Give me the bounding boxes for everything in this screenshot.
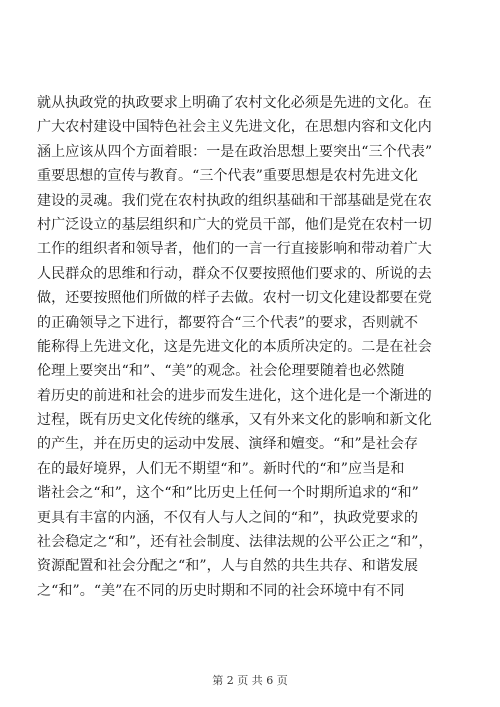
text-line: 资源配置和社会分配之“和”，人与自然的共生共存、和谐发展: [37, 558, 419, 575]
text-line: 做，还要按照他们所做的样子去做。农村一切文化建设都要在党: [37, 290, 432, 307]
text-line: 着历史的前进和社会的进步而发生进化，这个进化是一个渐进的: [37, 387, 432, 404]
text-line: 工作的组织者和领导者，他们的一言一行直接影响和带动着广大: [37, 241, 432, 258]
text-line: 的产生，并在历史的运动中发展、演绎和嬗变。“和”是社会存: [37, 436, 419, 453]
text-line: 在的最好境界，人们无不期望“和”。新时代的“和”应当是和: [37, 460, 405, 477]
text-line: 的正确领导之下进行，都要符合“三个代表”的要求，否则就不: [37, 314, 419, 331]
text-line: 建设的灵魂。我们党在农村执政的组织基础和干部基础是党在农: [37, 192, 432, 209]
body-text: [37, 91, 465, 603]
text-line: 村广泛设立的基层组织和广大的党员干部，他们是党在农村一切: [37, 216, 432, 233]
text-line: 更具有丰富的内涵，不仅有人与人之间的“和”，执政党要求的: [37, 509, 419, 526]
text-line: 社会稳定之“和”，还有社会制度、法律法规的公平公正之“和”，: [37, 534, 433, 551]
text-line: 过程，既有历史文化传统的继承，又有外来文化的影响和新文化: [37, 412, 432, 429]
text-line: 重要思想的宣传与教育。“三个代表”重要思想是农村先进文化: [37, 168, 419, 185]
text-line: 伦理上要突出“和”、“美”的观念。社会伦理要随着也必然随: [37, 363, 405, 380]
text-line: 能称得上先进文化，这是先进文化的本质所决定的。二是在社会: [37, 338, 432, 355]
page-number-footer: 第 2 页 共 6 页: [212, 674, 288, 687]
text-line: 谐社会之“和”，这个“和”比历史上任何一个时期所追求的“和”: [37, 485, 419, 502]
text-line: 就从执政党的执政要求上明确了农村文化必须是先进的文化。在: [37, 95, 432, 111]
text-line: 广大农村建设中国特色社会主义先进文化，在思想内容和文化内: [37, 119, 432, 136]
text-line: 人民群众的思维和行动，群众不仅要按照他们要求的、所说的去: [37, 265, 432, 282]
text-line: 之“和”。“美”在不同的历史时期和不同的社会环境中有不同: [37, 582, 405, 599]
text-line: 涵上应该从四个方面着眼：一是在政治思想上要突出“三个代表”: [37, 143, 433, 160]
